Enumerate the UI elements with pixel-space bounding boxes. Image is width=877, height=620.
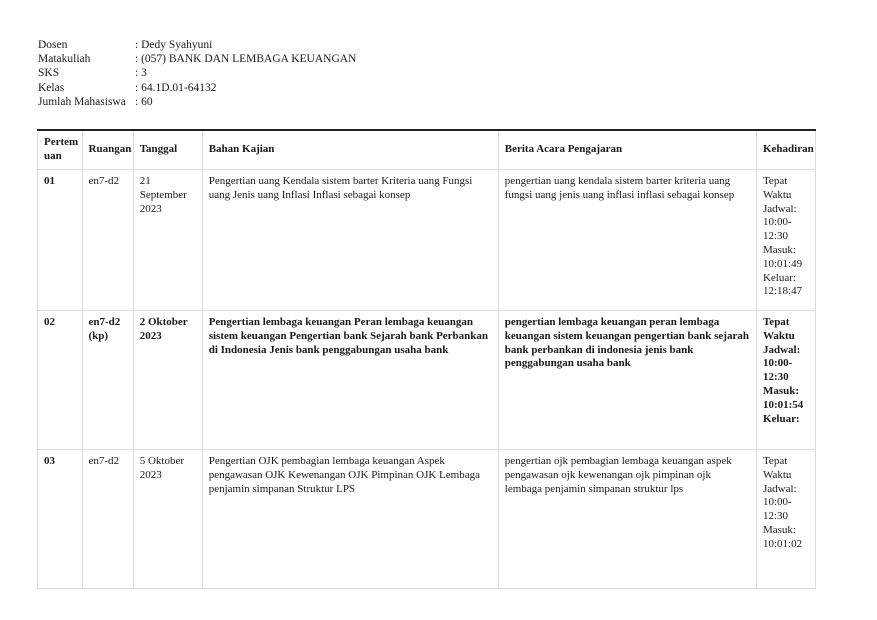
table-row [38,311,816,450]
kehadiran-line: Waktu [762,468,792,481]
table-header-row [38,130,816,170]
kehadiran-line: Waktu [762,329,795,342]
info-row-matakuliah [38,52,356,66]
kehadiran-line: Tepat [762,455,788,467]
kehadiran-line: 10:00- [762,216,792,229]
table-row [38,170,816,311]
header-ruangan: Ruangan [82,130,133,170]
cell-tanggal: 2 Oktober 2023 [133,311,202,450]
info-label: Dosen [38,39,68,51]
kehadiran-line: 12:30 [762,371,789,384]
info-label: Jumlah Mahasiswa [38,95,126,108]
info-label: Matakuliah [38,53,91,66]
kehadiran-line: Jadwal: [762,202,797,215]
header-kehadiran: Kehadiran [756,130,815,170]
cell-bahan-kajian: Pengertian lembaga keuangan Peran lembaga keuangan sistem keuangan Pengertian bank Sejarah bank Perbankan di Indonesia Jenis bank penggabungan usaha bank [202,311,498,450]
info-row-jumlah-mahasiswa [38,95,356,109]
cell-ruangan: en7-d2 [82,170,133,311]
cell-ruangan: en7-d2 (kp) [82,311,133,450]
attendance-table [37,129,816,589]
kehadiran-line: Tepat [762,175,788,187]
course-info [38,38,356,109]
cell-tanggal: 5 Oktober 2023 [133,450,202,589]
cell-pertemuan: 02 [38,311,83,450]
cell-bahan-kajian: Pengertian OJK pembagian lembaga keuangan Aspek pengawasan OJK Kewenangan OJK Pimpinan OJK Lembaga penjamin simpanan Struktur LPS [202,450,498,589]
info-value: : Dedy Syahyuni [135,39,213,51]
cell-pertemuan: 03 [38,450,83,589]
kehadiran-line: Masuk: [762,243,796,256]
info-value: : (057) BANK DAN LEMBAGA KEUANGAN [135,53,357,66]
cell-tanggal: 21 September 2023 [133,170,202,311]
kehadiran-line: 12:30 [762,510,789,523]
info-value: : 60 [135,95,153,108]
cell-bahan-kajian: Pengertian uang Kendala sistem barter Kriteria uang Fungsi uang Jenis uang Inflasi Inflasi sebagai konsep [202,170,498,311]
header-tanggal: Tanggal [133,130,202,170]
kehadiran-line: 10:01:49 [762,257,803,270]
kehadiran-line: 10:01:54 [762,398,804,411]
kehadiran-line: 10:00- [762,496,792,509]
cell-ruangan: en7-d2 [82,450,133,589]
info-row-sks [38,66,356,80]
info-label: SKS [38,67,60,80]
kehadiran-line: 12:30 [762,230,789,243]
cell-kehadiran [756,311,815,450]
cell-berita-acara: pengertian ojk pembagian lembaga keuangan aspek pengawasan ojk kewenangan ojk pimpinan ojk lembaga penjamin simpanan struktur lps [498,450,756,589]
kehadiran-line: Masuk: [762,384,800,397]
kehadiran-line: 10:00- [762,357,793,370]
info-row-kelas [38,81,356,95]
kehadiran-line: 12:18:47 [762,285,803,298]
header-bahan-kajian: Bahan Kajian [202,130,498,170]
kehadiran-line: Jadwal: [762,343,801,356]
header-berita-acara: Berita Acara Pengajaran [498,130,756,170]
kehadiran-line: Keluar: [762,412,800,425]
info-row-dosen [38,38,356,52]
cell-kehadiran [756,450,815,589]
cell-berita-acara: pengertian uang kendala sistem barter kriteria uang fungsi uang jenis uang inflasi inflasi sebagai konsep [498,170,756,311]
kehadiran-line: Waktu [762,188,792,201]
info-value: : 3 [135,67,147,80]
kehadiran-line: Tepat [762,316,790,328]
cell-kehadiran [756,170,815,311]
info-value: : 64.1D.01-64132 [135,81,217,94]
table-row [38,450,816,589]
header-pertemuan: Pertem uan [38,130,83,170]
cell-pertemuan: 01 [38,170,83,311]
kehadiran-line: 10:01:02 [762,537,803,550]
kehadiran-line: Masuk: [762,523,796,536]
kehadiran-line: Jadwal: [762,482,797,495]
kehadiran-line: Keluar: [762,271,796,284]
cell-berita-acara: pengertian lembaga keuangan peran lembaga keuangan sistem keuangan pengertian bank sejarah bank perbankan di indonesia jenis bank penggabungan usaha bank [498,311,756,450]
info-label: Kelas [38,81,65,94]
